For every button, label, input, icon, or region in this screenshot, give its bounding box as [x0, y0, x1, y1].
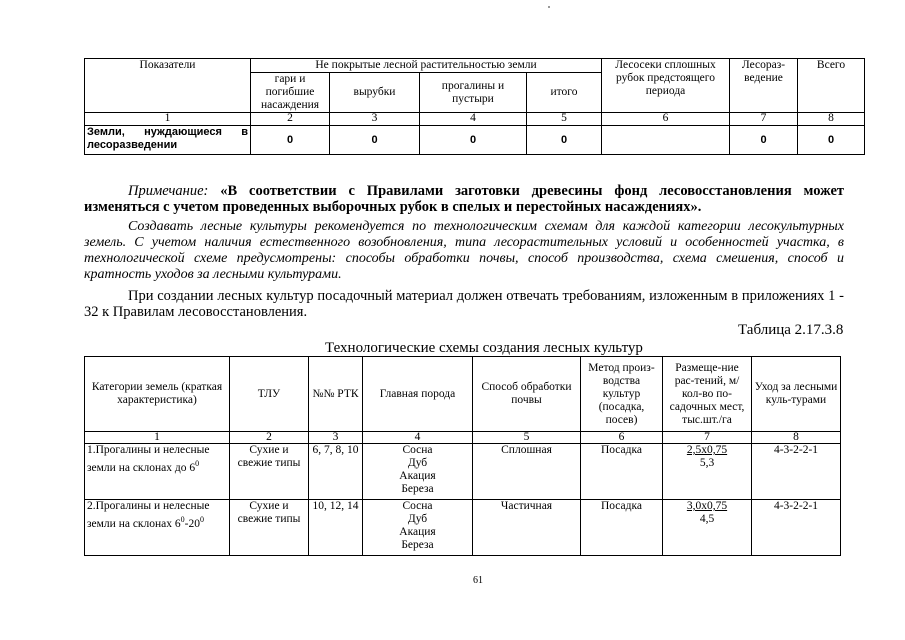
- header-cutovers: вырубки: [330, 73, 420, 113]
- col-number: 4: [420, 113, 527, 126]
- header-category: Категории земель (краткая характеристика): [85, 357, 230, 432]
- cell-species: Сосна Дуб Акация Береза: [363, 444, 473, 500]
- cell-species: Сосна Дуб Акация Береза: [363, 500, 473, 556]
- cell-method: Посадка: [581, 500, 663, 556]
- cell-placement: 2,5х0,75 5,3: [663, 444, 752, 500]
- cell-value: 0: [527, 126, 602, 155]
- cell-value: 0: [798, 126, 865, 155]
- col-number: 7: [730, 113, 798, 126]
- col-number: 1: [85, 113, 251, 126]
- header-burned: гари и погибшие насаждения: [251, 73, 330, 113]
- note-prefix: Примечание:: [128, 183, 209, 199]
- cell-rtk: 10, 12, 14: [309, 500, 363, 556]
- header-reforestation: Лесораз-ведение: [730, 59, 798, 113]
- col-number: 7: [663, 432, 752, 444]
- normal-paragraph: При создании лесных культур посадочный материал должен отвечать требованиям, изложенным в приложениях 1 - 32 к Правилам лесовосстановления.: [84, 288, 844, 320]
- table-row: [85, 500, 841, 556]
- italic-paragraph: Создавать лесные культуры рекомендуется по технологическим схемам для каждой категории лесокультурных земель. С учетом наличия естественного возобновления, типа лесорастительных условий и особенностей участка, в технологической схеме предусмотрены: способы обработки почвы, способ производства, схема смешения, способ и кратность уходов за лесными культурами.: [84, 219, 844, 282]
- header-species: Главная порода: [363, 357, 473, 432]
- technology-schemes-table: [84, 356, 841, 556]
- cell-method: Посадка: [581, 444, 663, 500]
- col-number: 3: [330, 113, 420, 126]
- header-indicators: Показатели: [85, 59, 251, 113]
- col-number: 1: [85, 432, 230, 444]
- col-number: 3: [309, 432, 363, 444]
- header-care: Уход за лесными куль-турами: [752, 357, 841, 432]
- header-clearings: прогалины и пустыри: [420, 73, 527, 113]
- cell-value: 0: [251, 126, 330, 155]
- cell-category: 1.Прогалины и нелесные земли на склонах до $6^0$: [85, 444, 230, 500]
- note-paragraph: [84, 183, 844, 215]
- cell-value: 0: [420, 126, 527, 155]
- col-number: 2: [251, 113, 330, 126]
- table-reference: Таблица 2.17.3.8: [738, 322, 844, 338]
- header-not-covered: Не покрытые лесной растительностью земли: [251, 59, 602, 73]
- col-number: 8: [752, 432, 841, 444]
- header-subtotal: итого: [527, 73, 602, 113]
- cell-care: 4-3-2-2-1: [752, 500, 841, 556]
- row-label: Земли, нуждающиеся в лесоразведении: [85, 126, 251, 155]
- cell-tlu: Сухие и свежие типы: [230, 500, 309, 556]
- cell-value: 0: [730, 126, 798, 155]
- header-tlu: ТЛУ: [230, 357, 309, 432]
- cell-rtk: 6, 7, 8, 10: [309, 444, 363, 500]
- col-number: 2: [230, 432, 309, 444]
- col-number: 6: [581, 432, 663, 444]
- table-row: [85, 444, 841, 500]
- cell-value: [602, 126, 730, 155]
- col-number: 4: [363, 432, 473, 444]
- header-placement: Размеще-ние рас-тений, м/ кол-во по-садочных мест, тыс.шт./га: [663, 357, 752, 432]
- header-cuttings: Лесосеки сплошных рубок предстоящего периода: [602, 59, 730, 113]
- cell-soil: Частичная: [473, 500, 581, 556]
- col-number: 5: [527, 113, 602, 126]
- cell-value: 0: [330, 126, 420, 155]
- cell-soil: Сплошная: [473, 444, 581, 500]
- header-method: Метод произ-водства культур (посадка, посев): [581, 357, 663, 432]
- header-soil: Способ обработки почвы: [473, 357, 581, 432]
- scan-speck: [548, 6, 550, 8]
- cell-placement: 3,0х0,75 4,5: [663, 500, 752, 556]
- note-bold-text: «В соответствии с Правилами заготовки древесины фонд лесовосстановления может изменяться с учетом проведенных выборочных рубок в спелых и перестойных насаждениях».: [84, 183, 845, 215]
- land-categories-table: [84, 58, 865, 155]
- header-total: Всего: [798, 59, 865, 113]
- col-number: 6: [602, 113, 730, 126]
- col-number: 8: [798, 113, 865, 126]
- cell-tlu: Сухие и свежие типы: [230, 444, 309, 500]
- header-rtk: №№ РТК: [309, 357, 363, 432]
- col-number: 5: [473, 432, 581, 444]
- page-number: 61: [473, 575, 483, 586]
- cell-category: 2.Прогалины и нелесные земли на склонах $6^0-20^0$: [85, 500, 230, 556]
- cell-care: 4-3-2-2-1: [752, 444, 841, 500]
- table-title: Технологические схемы создания лесных культур: [325, 340, 643, 356]
